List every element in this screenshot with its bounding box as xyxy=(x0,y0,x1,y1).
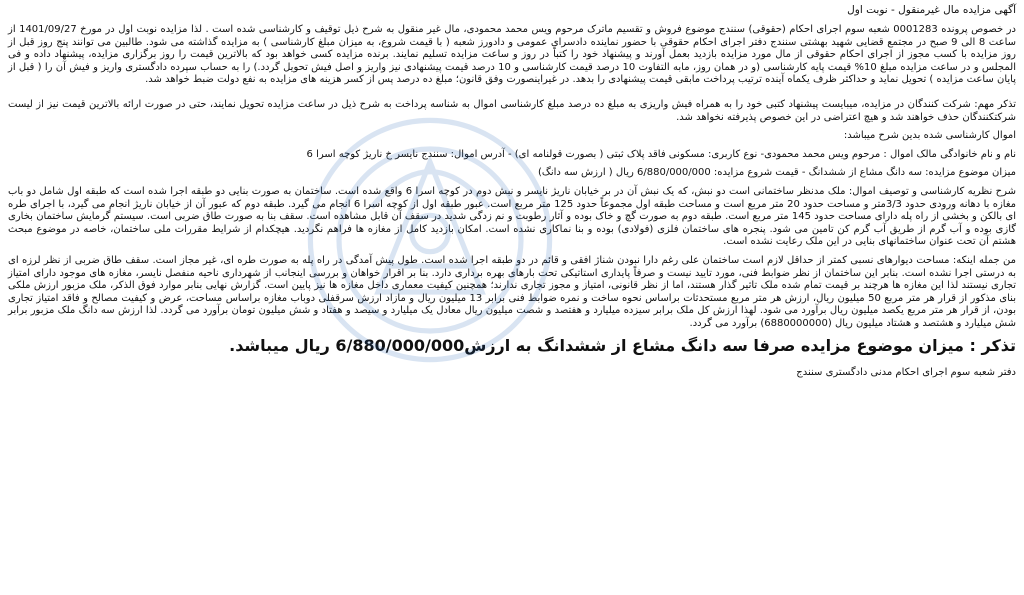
issuing-office-signature: دفتر شعبه سوم اجرای احکام مدنی دادگستری سنندج xyxy=(796,367,1016,379)
notice-title: آگهی مزایده مال غیرمنقول - نوبت اول xyxy=(847,4,1016,16)
auction-details-paragraph: در خصوص پرونده 0001283 شعبه سوم اجرای احکام (حقوقی) سنندج موضوع فروش و تقسیم ماترک مرحوم ویس محمد محمودی، مال غیر منقول به شرح ذیل توقیف و کارشناسی شده است . لذا مزایده نوبت اول در مورخ 1401/09/27 از ساعت 8 الی 9 صبح در مجتمع قضایی شهید بهشتی سنندج دفتر اجرای احکام حقوقی با حضور نماینده دادسرای عمومی و دادورز شعبه ( با قیمت شروع، به میزان مبلغ کارشناسی ) به مزایده گذاشته می شود. طالبین می توانند پنج روز قبل از روز مزایده با کسب مجوز از اجرای احکام حقوقی از مال مورد مزایده بازدید بعمل آورند و پیشنهاد خود را کتباً در روز و ساعت مزایده تسلیم نمایند. برنده مزایده کسی خواهد بود که بالاترین قیمت را روز برگزاری مزایده، پیشنهاد داده و فی المجلس و در ساعت مزایده مبلغ 10% قیمت پایه کارشناسی (و در همان روز، مابه التفاوت 10 درصد قیمت کارشناسی و 10 درصد قیمت پیشنهادی نیز واریز و اصل فیش تحویل گردد.) را به حساب سپرده دادگستری واریز و فیش آن را ( قبل از پایان ساعت مزایده ) تحویل نماید و حداکثر ظرف یکماه آینده ترتیب پرداخت مابقی قیمت پیشنهادی را بدهد. در غیراینصورت وفق قانون؛ مبلغ ده درصد پس از کسر هزینه های مزایده به نفع دولت ضبط خواهد شد. xyxy=(8,24,1016,86)
expert-opinion-paragraph: شرح نظریه کارشناسی و توصیف اموال: ملک مدنظر ساختمانی است دو نبش، که یک نبش آن در بر خیابان ناریژ نایسر و نبش دوم در کوچه اسرا 6 واقع شده است. ساختمان به صورت بنایی دو طبقه اجرا شده است که طبقه اول شامل دو باب مغازه با دهانه ورودی حدود 3/3متر و مساحت حدود 20 متر مربع است و مساحت طبقه اول مجموعاً حدود 125 متر مربع است. عبور طبقه اول از کوچه اسرا 6 انجام می گیرد. طبقه دوم که عبور آن از خیابان ناریژ انجام می گیرد، با اجرای طره ای بالکن و بخشی از راه پله دارای مساحت حدود 145 متر مربع است. طبقه دوم به صورت گچ و خاک بوده و آثار رطوبت و نم زدگی شدید در سقف آن قابل مشاهده است. سقف بنا به صورت طاق ضربی است. سیستم گرمایش ساختمان بخاری گازی بوده و آب گرم از طریق آب گرم کن تامین می شود. پنجره های ساختمان فلزی (فولادی) بوده و بنا نماکاری نشده است. امکان بازدید کامل از مغازه ها فراهم نگردید. هیچکدام از شرایط مقررات ملی ساختمان، خاصه در موضوع مبحث هشتم آن تحت عنوان ساختمانهای بنایی در این ملک رعایت نشده است. xyxy=(8,185,1017,248)
valuation-paragraph: من جمله اینکه: مساحت دیوارهای نسبی کمتر از حداقل لازم است ساختمان علی رغم دارا نبودن شناژ افقی و قائم در دو طبقه اجرا شده است. طول پیش آمدگی در راه پله به صورت طره ای، غیر مجاز است. سقف طاق ضربی از نظر لرزه ای به درستی اجرا نشده است. بنابر این ساختمان از نظر ضوابط فنی، مورد تایید نیست و صرفاً پایداری استاتیکی تحت بارهای بهره برداری دارد. بنا بر اقرار خواهان و بررسی اینجانب از شهرداری ناحیه منفصل نایسر، مغازه های موجود دارای امتیاز تجاری نیستند لذا این مغازه ها هرچند بر قیمت تمام شده ملک تاثیر گذار هستند، اما از نظر قانونی، امتیاز و مجوز تجاری ندارند؛ همچنین کیفیت معماری داخل مغازه ها نیز پایین است. گزارش نهایی بنابر موارد فوق الذکر، ملک مزبور ارزش ملکی بنای مذکور از قرار هر متر مربع 50 میلیون ریال، ارزش هر متر مربع مستحدثات براساس نحوه ساخت و نمره ضوابط فنی برابر 13 میلیون ریال و مازاد ارزش سرقفلی دوباب مغازه براساس مساحت، عرض و کیفیت مصالح و فاقد امتیاز تجاری بودن، از قرار هر متر مربع یکصد میلیون ریال برآورد می شود. لهذا ارزش کل ملک برابر سیزده میلیارد و هفتصد و شصت میلیون ریال معادل یک میلیارد و سیصد و هفتاد و شش میلیون تومان برآورد می گردد. لذا ارزش سه دانگ ملک مزبور برابر شش میلیارد و هشتصد و هشتاد میلیون ریال (6880000000) برآورد می گردد. xyxy=(8,254,1016,329)
conclusion-note: تذکر : میزان موضوع مزایده صرفا سه دانگ مشاع از ششدانگ به ارزش6/880/000/000 ریال میباشد. xyxy=(229,336,1016,356)
important-note-paragraph: تذکر مهم: شرکت کنندگان در مزایده، میبایست پیشنهاد کتبی خود را به همراه فیش واریزی به مبلغ ده درصد مبلغ کارشناسی اموال به شناسه پرداخت به شرح ذیل در ساعت مزایده تحویل نمایند، حتی در صورت ارائه بالاترین قیمت نیز از لیست شرکتکنندگان حذف خواهند شد و هیچ اعتراضی در این خصوص پذیرفته نخواهد شد. xyxy=(8,98,1016,123)
auction-subject-line: میزان موضوع مزایده: سه دانگ مشاع از ششدانگ - قیمت شروع مزایده: 6/880/000/000 ریال ( ارزش سه دانگ) xyxy=(538,167,1016,179)
owner-info-line: نام و نام خانوادگی مالک اموال : مرحوم ویس محمد محمودی- نوع کاربری: مسکونی فاقد پلاک ثبتی ( بصورت قولنامه ای) - آدرس اموال: سنندج نایسر خ ناریژ کوچه اسرا 6 xyxy=(306,148,1016,160)
assets-heading: اموال کارشناسی شده بدین شرح میباشد: xyxy=(843,130,1016,142)
